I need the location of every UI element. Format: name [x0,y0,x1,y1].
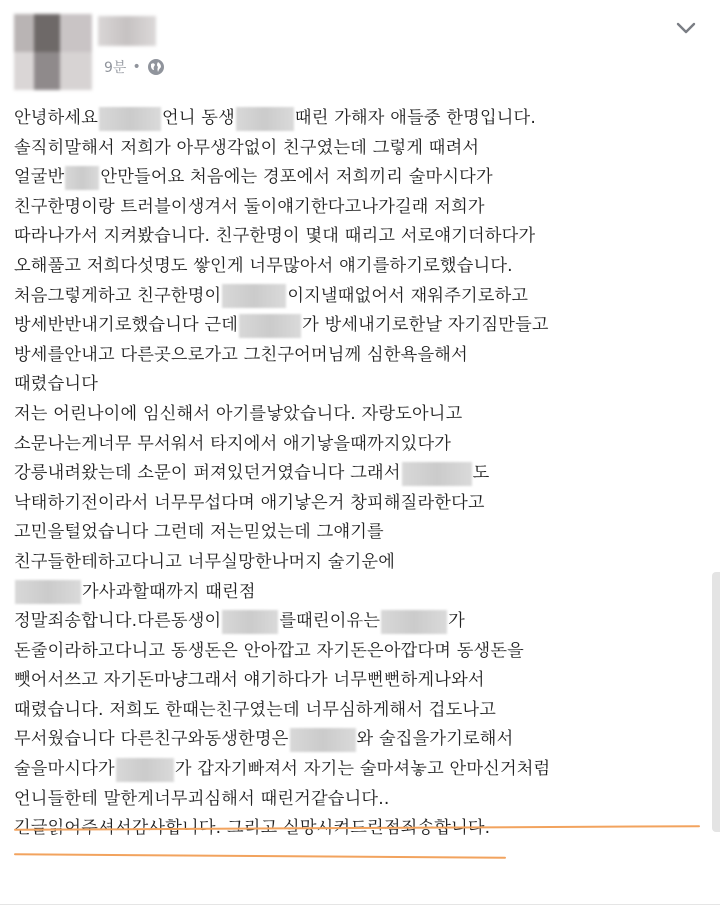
post-text: 이지낼때없어서 재워주기로하고 [287,285,529,306]
post-line [14,163,704,193]
post-body [14,104,704,844]
redacted-name [65,166,99,190]
post-text: 때렸습니다. 저희도 한때는친구였는데 너무심하게해서 겁도나고 [14,699,497,720]
post-text: 를때린이유는 [279,611,381,632]
post-text: 언니들한테 말한게너무괴심해서 때린거같습니다.. [14,788,390,809]
post-text: 낙태하기전이라서 너무무섭다며 애기낳은거 창피해질라한다고 [14,492,485,513]
post-text: 처음그렇게하고 친구한명이 [14,285,222,306]
redacted-name [15,580,81,604]
post-text: 돈줄이라하고다니고 동생돈은 안아깝고 자기돈은아깝다며 동생돈을 [14,640,524,661]
post-line [14,311,704,341]
post-text: 와 술집을가기로해서 [356,729,514,750]
post-line [14,696,704,726]
post-text: 가 갑자기빠져서 자기는 술마셔놓고 안마신거처럼 [174,759,551,780]
post-line [14,666,704,696]
post-line [14,222,704,252]
post-line [14,459,704,489]
post-line [14,755,704,785]
post-line [14,548,704,578]
post-text: 정말죄송합니다.다른동생이 [14,611,222,632]
timestamp[interactable]: 9분 [104,60,127,76]
post-line [14,341,704,371]
post-text: 가 [448,611,465,632]
scrollbar[interactable] [712,572,720,832]
post-text: 친구들한테하고다니고 너무실망한나머지 술기운에 [14,551,395,572]
redacted-name [402,462,472,486]
post-text: 방세반반내기로했습니다 근데 [14,315,239,336]
post-line [14,104,704,134]
post-line [14,607,704,637]
redacted-name [222,284,286,308]
post-line [14,370,704,400]
post-line [14,489,704,519]
avatar[interactable] [14,14,92,90]
meta-separator: • [132,59,141,75]
post-text: 안만들어요 처음에는 경포에서 저희끼리 술마시다가 [100,167,493,188]
post-line [14,637,704,667]
post-text: 방세를안내고 다른곳으로가고 그친구어머님께 심한욕을해서 [14,344,468,365]
post-text: 도 [472,463,490,484]
chevron-down-icon[interactable] [674,18,698,38]
highlight-underline-2 [14,853,506,858]
post-text: 고민을털었습니다 그런데 저는믿었는데 그얘기를 [14,522,384,543]
post-text: 언니 동생 [162,108,235,128]
post-text: 친구한명이랑 트러블이생겨서 둘이얘기한다고나가길래 저희가 [14,196,485,217]
post-meta [104,56,165,78]
post-line [14,252,704,282]
post-text: 오해풀고 저희다섯명도 쌓인게 너무많아서 얘기를하기로했습니다. [14,255,513,276]
redacted-name [116,758,174,782]
author-name-redacted[interactable] [98,16,156,46]
post-text: 솔직히말해서 저희가 아무생각없이 친구였는데 그렇게 때려서 [14,137,480,158]
post-line [14,400,704,430]
post-text: 무서웠습니다 다른친구와동생한명은 [14,729,289,750]
post-text: 술을마시다가 [14,759,115,780]
post-text: 강릉내려왔는데 소문이 퍼져있던거였습니다 그래서 [14,463,401,484]
post-text: 가사과할때까지 때린점 [82,581,256,602]
post-line [14,785,704,815]
post-text: 때렸습니다 [14,374,99,395]
post-header [0,0,720,90]
post-line [14,430,704,460]
redacted-name [239,314,301,338]
post-text: 소문나는게너무 무서워서 타지에서 애기낳을때까지있다가 [14,433,452,454]
redacted-name [99,107,161,131]
redacted-name [381,610,447,634]
post-line [14,518,704,548]
redacted-name [290,728,356,752]
post-line [14,134,704,164]
post-line [14,282,704,312]
post-text: 뺏어서쓰고 자기돈마냥그래서 얘기하다가 너무뻔뻔하게나와서 [14,670,485,691]
post-text: 가 방세내기로한날 자기짐만들고 [302,315,549,336]
post-text: 저는 어린나이에 임신해서 아기를낳았습니다. 자랑도아니고 [14,403,463,424]
globe-icon [147,58,165,76]
post-text: 때린 가해자 애들중 한명입니다. [294,108,537,128]
post-line [14,193,704,223]
post-text: 안녕하세요 [14,108,99,128]
redacted-name [222,610,278,634]
post-text: 얼굴반 [14,167,65,188]
post-line [14,725,704,755]
post-text: 따라나가서 지켜봤습니다. 친구한명이 몇대 때리고 서로얘기더하다가 [14,226,536,247]
redacted-name [236,107,294,131]
post-line [14,578,704,608]
footer-divider [0,904,720,905]
